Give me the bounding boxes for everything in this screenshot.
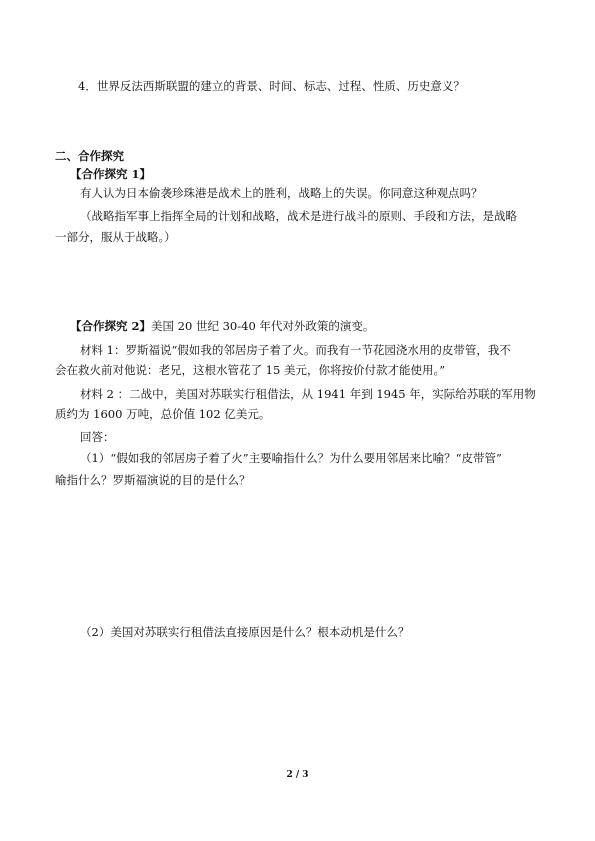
- inquiry-2-header: [70, 318, 374, 334]
- answer-label: 回答：: [80, 430, 115, 444]
- inquiry-2-title: 【合作探究 2】: [70, 319, 152, 333]
- sub-question-1-line-1: （1）“假如我的邻居房子着了火”主要喻指什么？为什么要用邻居来比喻？“皮带管”: [80, 451, 502, 465]
- sub-question-1-line-2: 喻指什么？罗斯福演说的目的是什么？: [55, 473, 251, 487]
- material-1-line-1: 材料 1：罗斯福说“假如我的邻居房子着了火。而我有一节花园浇水用的皮带管，我不: [80, 343, 511, 357]
- material-2-line-1: 材料 2 ：二战中，美国对苏联实行租借法，从 1941 年到 1945 年，实际给苏联的军用物: [80, 387, 536, 401]
- inquiry-1-title: 【合作探究 1】: [70, 167, 152, 181]
- inquiry-1-note-line-2: 一部分，服从于战略。）: [55, 230, 176, 244]
- sub-question-2: （2）美国对苏联实行租借法直接原因是什么？根本动机是什么？: [80, 625, 410, 639]
- question-4: 4．世界反法西斯联盟的建立的背景、时间、标志、过程、性质、历史意义？: [78, 79, 465, 93]
- page-number: 2 / 3: [286, 770, 309, 780]
- inquiry-2-title-rest: 美国 20 世纪 30-40 年代对外政策的演变。: [151, 319, 375, 333]
- material-1-line-2: 会在救火前对他说：老兄，这根水管花了 15 美元，你将按价付款才能使用。”: [55, 363, 446, 377]
- inquiry-1-note-line-1: （战略指军事上指挥全局的计划和战略，战术是进行战斗的原则、手段和方法，是战略: [80, 209, 517, 223]
- inquiry-1-question: 有人认为日本偷袭珍珠港是战术上的胜利，战略上的失误。你同意这种观点吗？: [80, 186, 483, 200]
- material-2-line-2: 质约为 1600 万吨，总价值 102 亿美元。: [55, 407, 271, 421]
- section-heading-cooperative-inquiry: 二、合作探究: [55, 149, 124, 163]
